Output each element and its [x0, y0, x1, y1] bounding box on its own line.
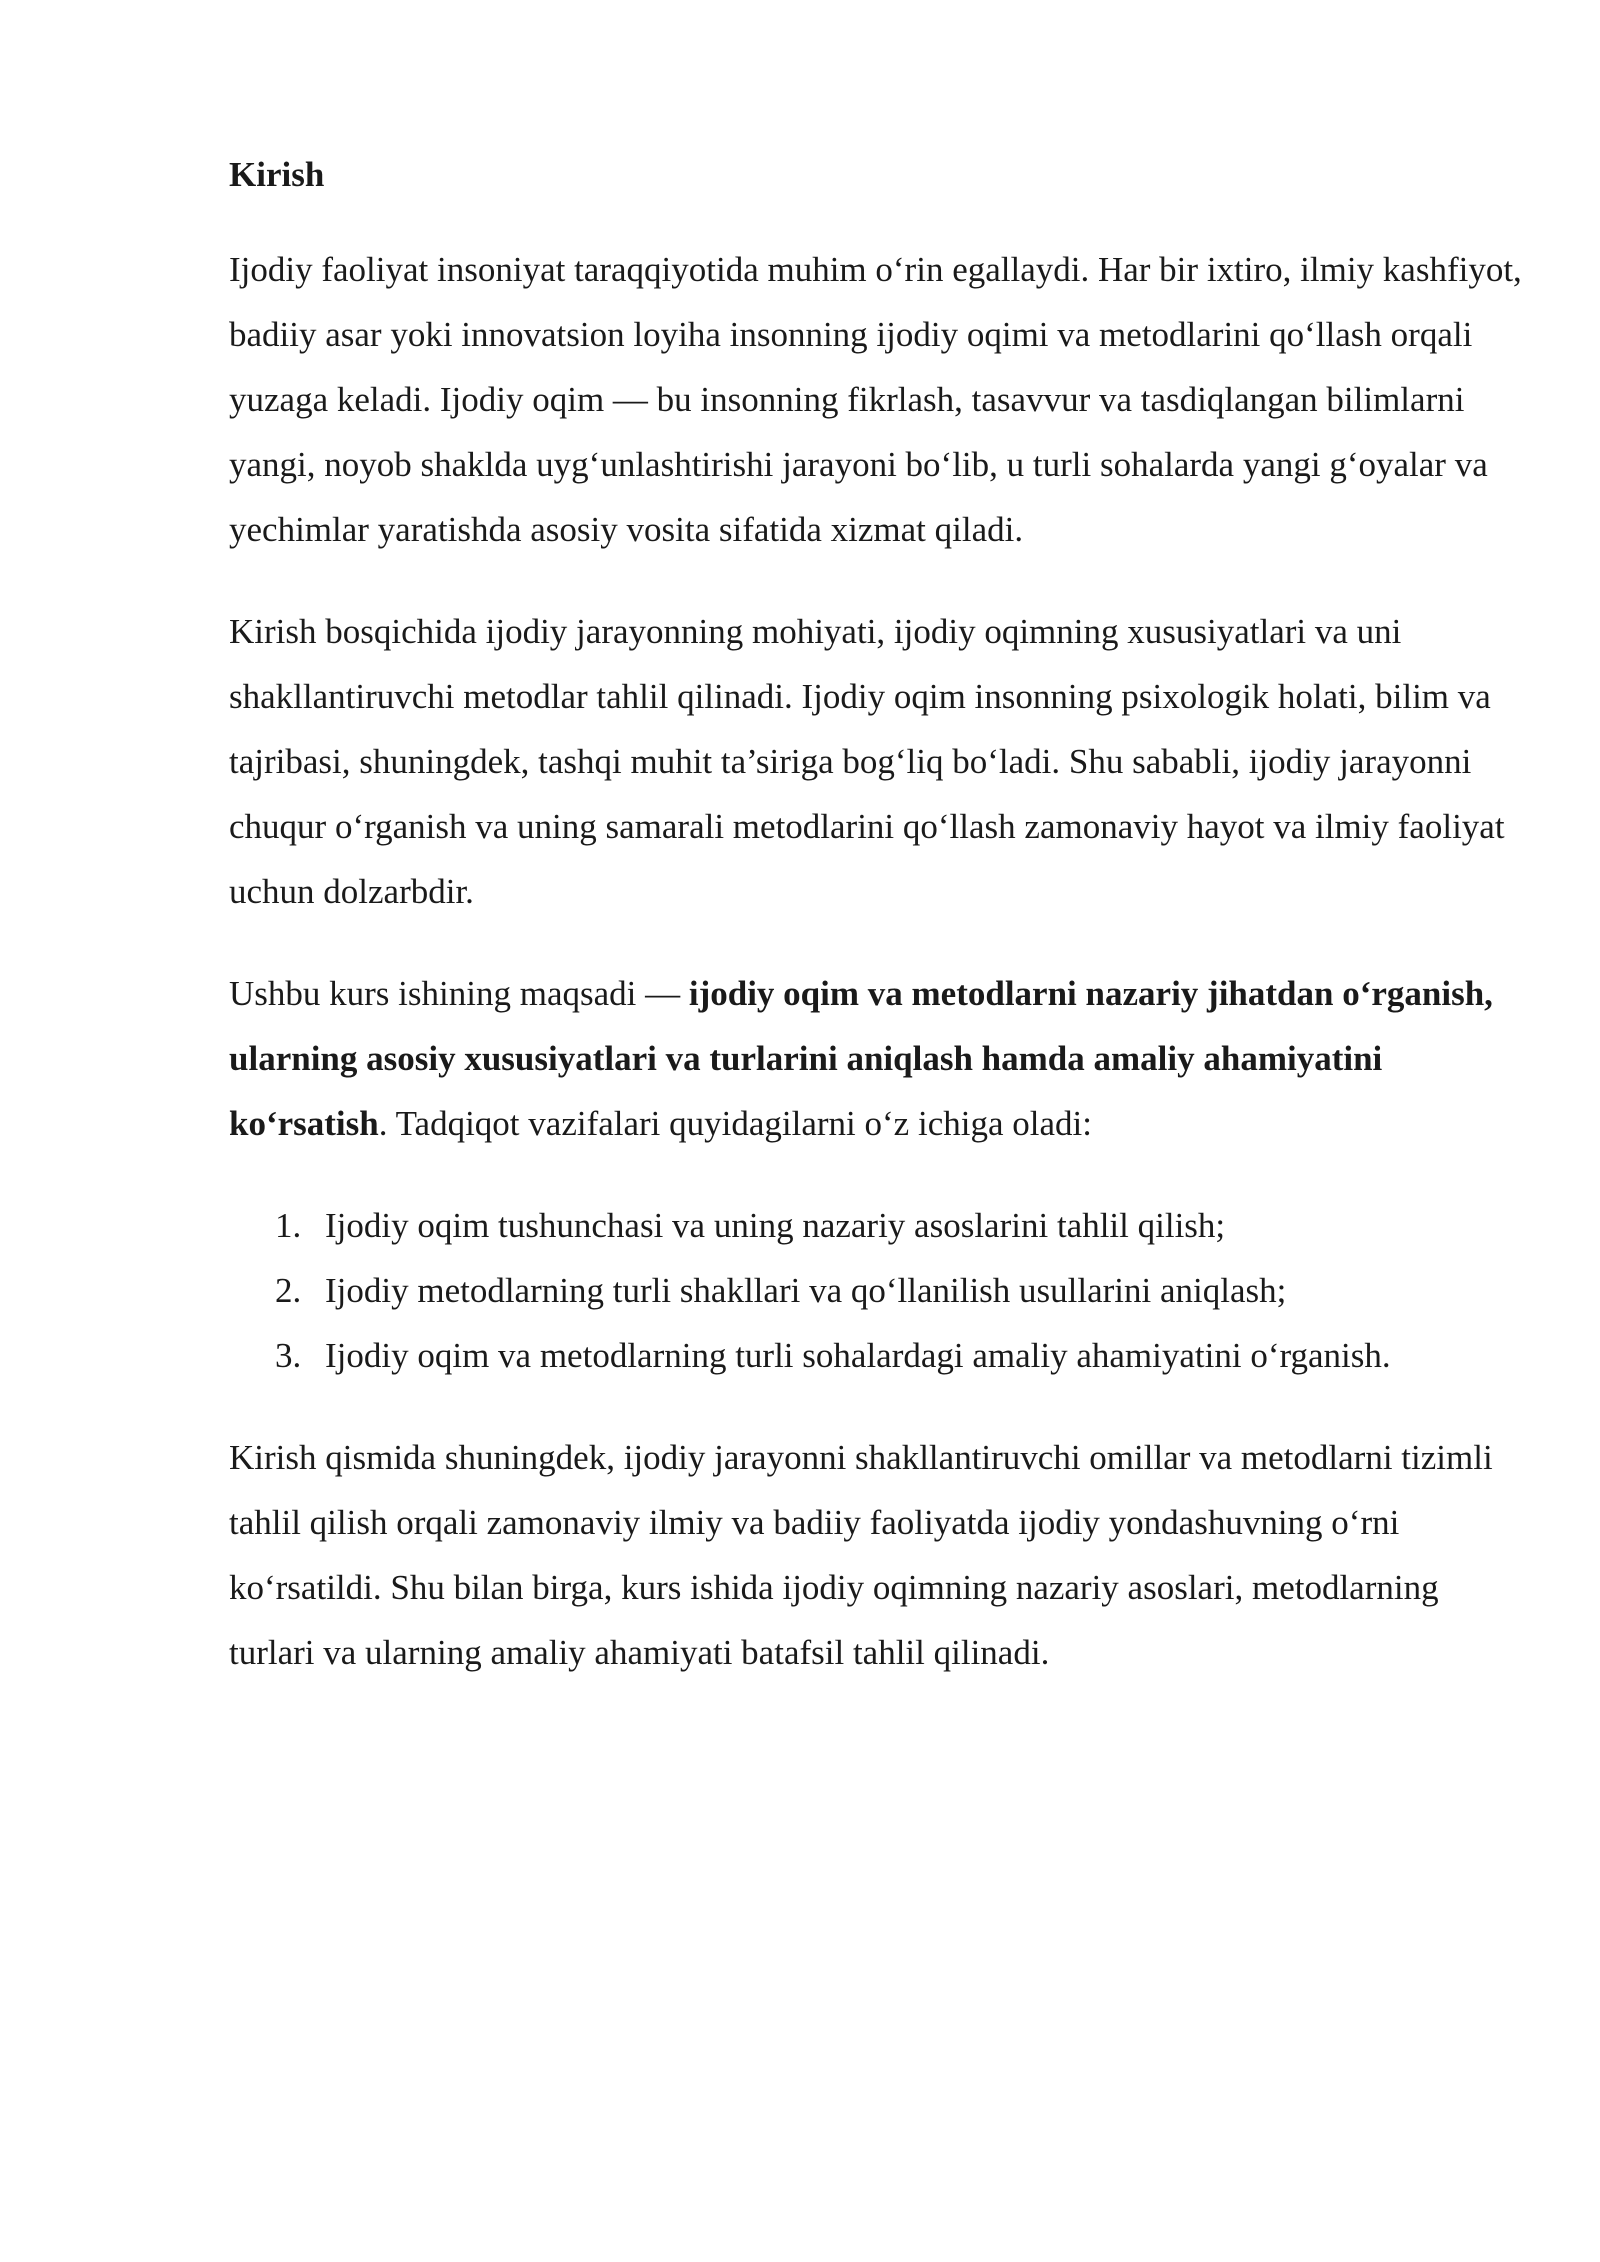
paragraph-3-suffix: . Tadqiqot vazifalari quyidagilarni o‘z ichiga oladi:: [378, 1104, 1092, 1143]
list-item: [229, 1193, 1529, 1258]
list-item-text: Ijodiy oqim tushunchasi va uning nazariy asoslarini tahlil qilish;: [325, 1206, 1226, 1245]
list-item-number: 2.: [275, 1271, 302, 1310]
document-page: [229, 150, 1529, 1722]
list-item-number: 1.: [275, 1206, 302, 1245]
paragraph-4: Kirish qismida shuningdek, ijodiy jarayonni shakllantiruvchi omillar va metodlarni tizimli tahlil qilish orqali zamonaviy ilmiy va badiiy faoliyatda ijodiy yondashuvning o‘rni ko‘rsatildi. Shu bilan birga, kurs ishida ijodiy oqimning nazariy asoslari, metodlarning turlari va ularning amaliy ahamiyati batafsil tahlil qilinadi.: [229, 1438, 1493, 1672]
list-item: [229, 1323, 1529, 1388]
paragraph-3-bold: ijodiy oqim va metodlarni nazariy jihatdan o‘rganish, ularning asosiy xususiyatlari va turlarini aniqlash hamda amaliy ahamiyatini ko‘rsatish: [229, 974, 1493, 1143]
paragraph-2: Kirish bosqichida ijodiy jarayonning mohiyati, ijodiy oqimning xususiyatlari va uni shakllantiruvchi metodlar tahlil qilinadi. Ijodiy oqim insonning psixologik holati, bilim va tajribasi, shuningdek, tashqi muhit ta’siriga bog‘liq bo‘ladi. Shu sababli, ijodiy jarayonni chuqur o‘rganish va uning samarali metodlarini qo‘llash zamonaviy hayot va ilmiy faoliyat uchun dolzarbdir.: [229, 612, 1505, 911]
paragraph-3-prefix: Ushbu kurs ishining maqsadi —: [229, 974, 689, 1013]
list-item: [229, 1258, 1529, 1323]
tasks-list: [229, 1193, 1529, 1388]
list-item-text: Ijodiy oqim va metodlarning turli sohalardagi amaliy ahamiyatini o‘rganish.: [325, 1336, 1391, 1375]
list-item-text: Ijodiy metodlarning turli shakllari va qo‘llanilish usullarini aniqlash;: [325, 1271, 1287, 1310]
list-item-number: 3.: [275, 1336, 302, 1375]
paragraph-3: [229, 961, 1529, 1156]
section-heading: Kirish: [229, 155, 325, 194]
paragraph-1: Ijodiy faoliyat insoniyat taraqqiyotida muhim o‘rin egallaydi. Har bir ixtiro, ilmiy kashfiyot, badiiy asar yoki innovatsion loyiha insonning ijodiy oqimi va metodlarini qo‘llash orqali yuzaga keladi. Ijodiy oqim — bu insonning fikrlash, tasavvur va tasdiqlangan bilimlarni yangi, noyob shaklda uyg‘unlashtirishi jarayoni bo‘lib, u turli sohalarda yangi g‘oyalar va yechimlar yaratishda asosiy vosita sifatida xizmat qiladi.: [229, 250, 1522, 549]
